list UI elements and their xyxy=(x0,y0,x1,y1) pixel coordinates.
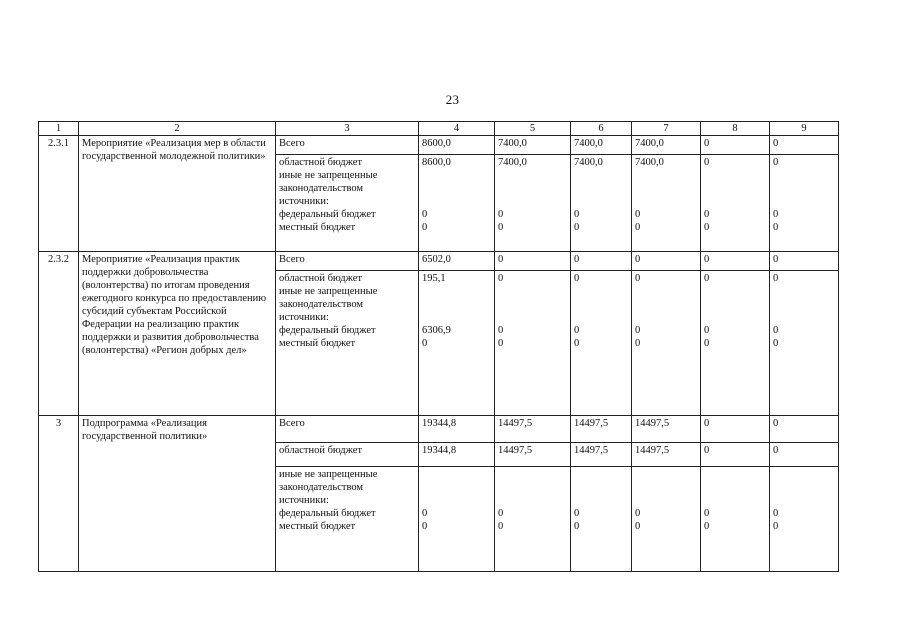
funding-value: 7400,0 0 0 xyxy=(632,155,701,252)
funding-value: 14497,5 xyxy=(632,416,701,443)
funding-value: 7400,0 xyxy=(632,136,701,155)
budget-table xyxy=(38,121,839,572)
funding-source: областной бюджет xyxy=(276,443,419,467)
funding-value: 0 xyxy=(632,252,701,271)
funding-value: 0 0 xyxy=(632,467,701,572)
funding-value: 7400,0 xyxy=(495,136,571,155)
table-row xyxy=(39,416,839,443)
funding-value: 7400,0 0 0 xyxy=(571,155,632,252)
funding-value: 0 xyxy=(770,252,839,271)
funding-value: 0 0 0 xyxy=(571,271,632,416)
funding-value: 0 xyxy=(770,443,839,467)
column-number-row xyxy=(39,122,839,136)
funding-value: 7400,0 0 0 xyxy=(495,155,571,252)
funding-source: Всего xyxy=(276,252,419,271)
funding-value: 19344,8 xyxy=(419,416,495,443)
funding-value: 6502,0 xyxy=(419,252,495,271)
funding-value: 19344,8 xyxy=(419,443,495,467)
funding-value: 14497,5 xyxy=(571,416,632,443)
funding-value: 0 xyxy=(701,136,770,155)
column-header: 7 xyxy=(632,122,701,136)
event-name: Мероприятие «Реализация практик поддержки добровольчества (волонтерства) по итогам проведения ежегодного конкурса по предоставлению субсидий субъектам Российской Федерации на реализацию практик поддержки и развития добровольчества (волонтерства) «Регион добрых дел» xyxy=(79,252,276,416)
funding-value: 14497,5 xyxy=(632,443,701,467)
event-name: Мероприятие «Реализация мер в области государственной молодежной политики» xyxy=(79,136,276,252)
funding-value: 0 xyxy=(770,416,839,443)
table-row xyxy=(39,136,839,155)
row-number: 2.3.1 xyxy=(39,136,79,252)
funding-value: 0 xyxy=(495,252,571,271)
funding-source: областной бюджет иные не запрещенные законодательством источники: федеральный бюджет местный бюджет xyxy=(276,271,419,416)
funding-source: Всего xyxy=(276,416,419,443)
funding-value: 0 xyxy=(701,443,770,467)
funding-value: 0 0 0 xyxy=(632,271,701,416)
funding-value: 0 0 xyxy=(571,467,632,572)
funding-source: Всего xyxy=(276,136,419,155)
funding-value: 7400,0 xyxy=(571,136,632,155)
funding-source: областной бюджет иные не запрещенные законодательством источники: федеральный бюджет местный бюджет xyxy=(276,155,419,252)
row-number: 2.3.2 xyxy=(39,252,79,416)
funding-value: 0 xyxy=(701,416,770,443)
funding-source: иные не запрещенные законодательством источники: федеральный бюджет местный бюджет xyxy=(276,467,419,572)
funding-value: 14497,5 xyxy=(495,416,571,443)
column-header: 4 xyxy=(419,122,495,136)
funding-value: 14497,5 xyxy=(495,443,571,467)
row-number: 3 xyxy=(39,416,79,572)
funding-value: 0 0 xyxy=(419,467,495,572)
table-body xyxy=(39,122,839,572)
funding-value: 0 0 0 xyxy=(701,155,770,252)
page-number: 23 xyxy=(445,92,460,107)
table-row xyxy=(39,252,839,271)
column-header: 8 xyxy=(701,122,770,136)
funding-value: 0 xyxy=(571,252,632,271)
funding-value: 0 0 xyxy=(701,467,770,572)
funding-value: 195,1 6306,9 0 xyxy=(419,271,495,416)
funding-value: 0 0 xyxy=(770,467,839,572)
column-header: 1 xyxy=(39,122,79,136)
funding-value: 0 0 0 xyxy=(701,271,770,416)
column-header: 2 xyxy=(79,122,276,136)
funding-value: 0 0 0 xyxy=(770,155,839,252)
column-header: 6 xyxy=(571,122,632,136)
event-name: Подпрограмма «Реализация государственной политики» xyxy=(79,416,276,572)
funding-value: 8600,0 0 0 xyxy=(419,155,495,252)
column-header: 5 xyxy=(495,122,571,136)
funding-value: 14497,5 xyxy=(571,443,632,467)
funding-value: 8600,0 xyxy=(419,136,495,155)
funding-value: 0 xyxy=(770,136,839,155)
funding-value: 0 xyxy=(701,252,770,271)
column-header: 3 xyxy=(276,122,419,136)
funding-value: 0 0 xyxy=(495,467,571,572)
column-header: 9 xyxy=(770,122,839,136)
funding-value: 0 0 0 xyxy=(770,271,839,416)
funding-value: 0 0 0 xyxy=(495,271,571,416)
